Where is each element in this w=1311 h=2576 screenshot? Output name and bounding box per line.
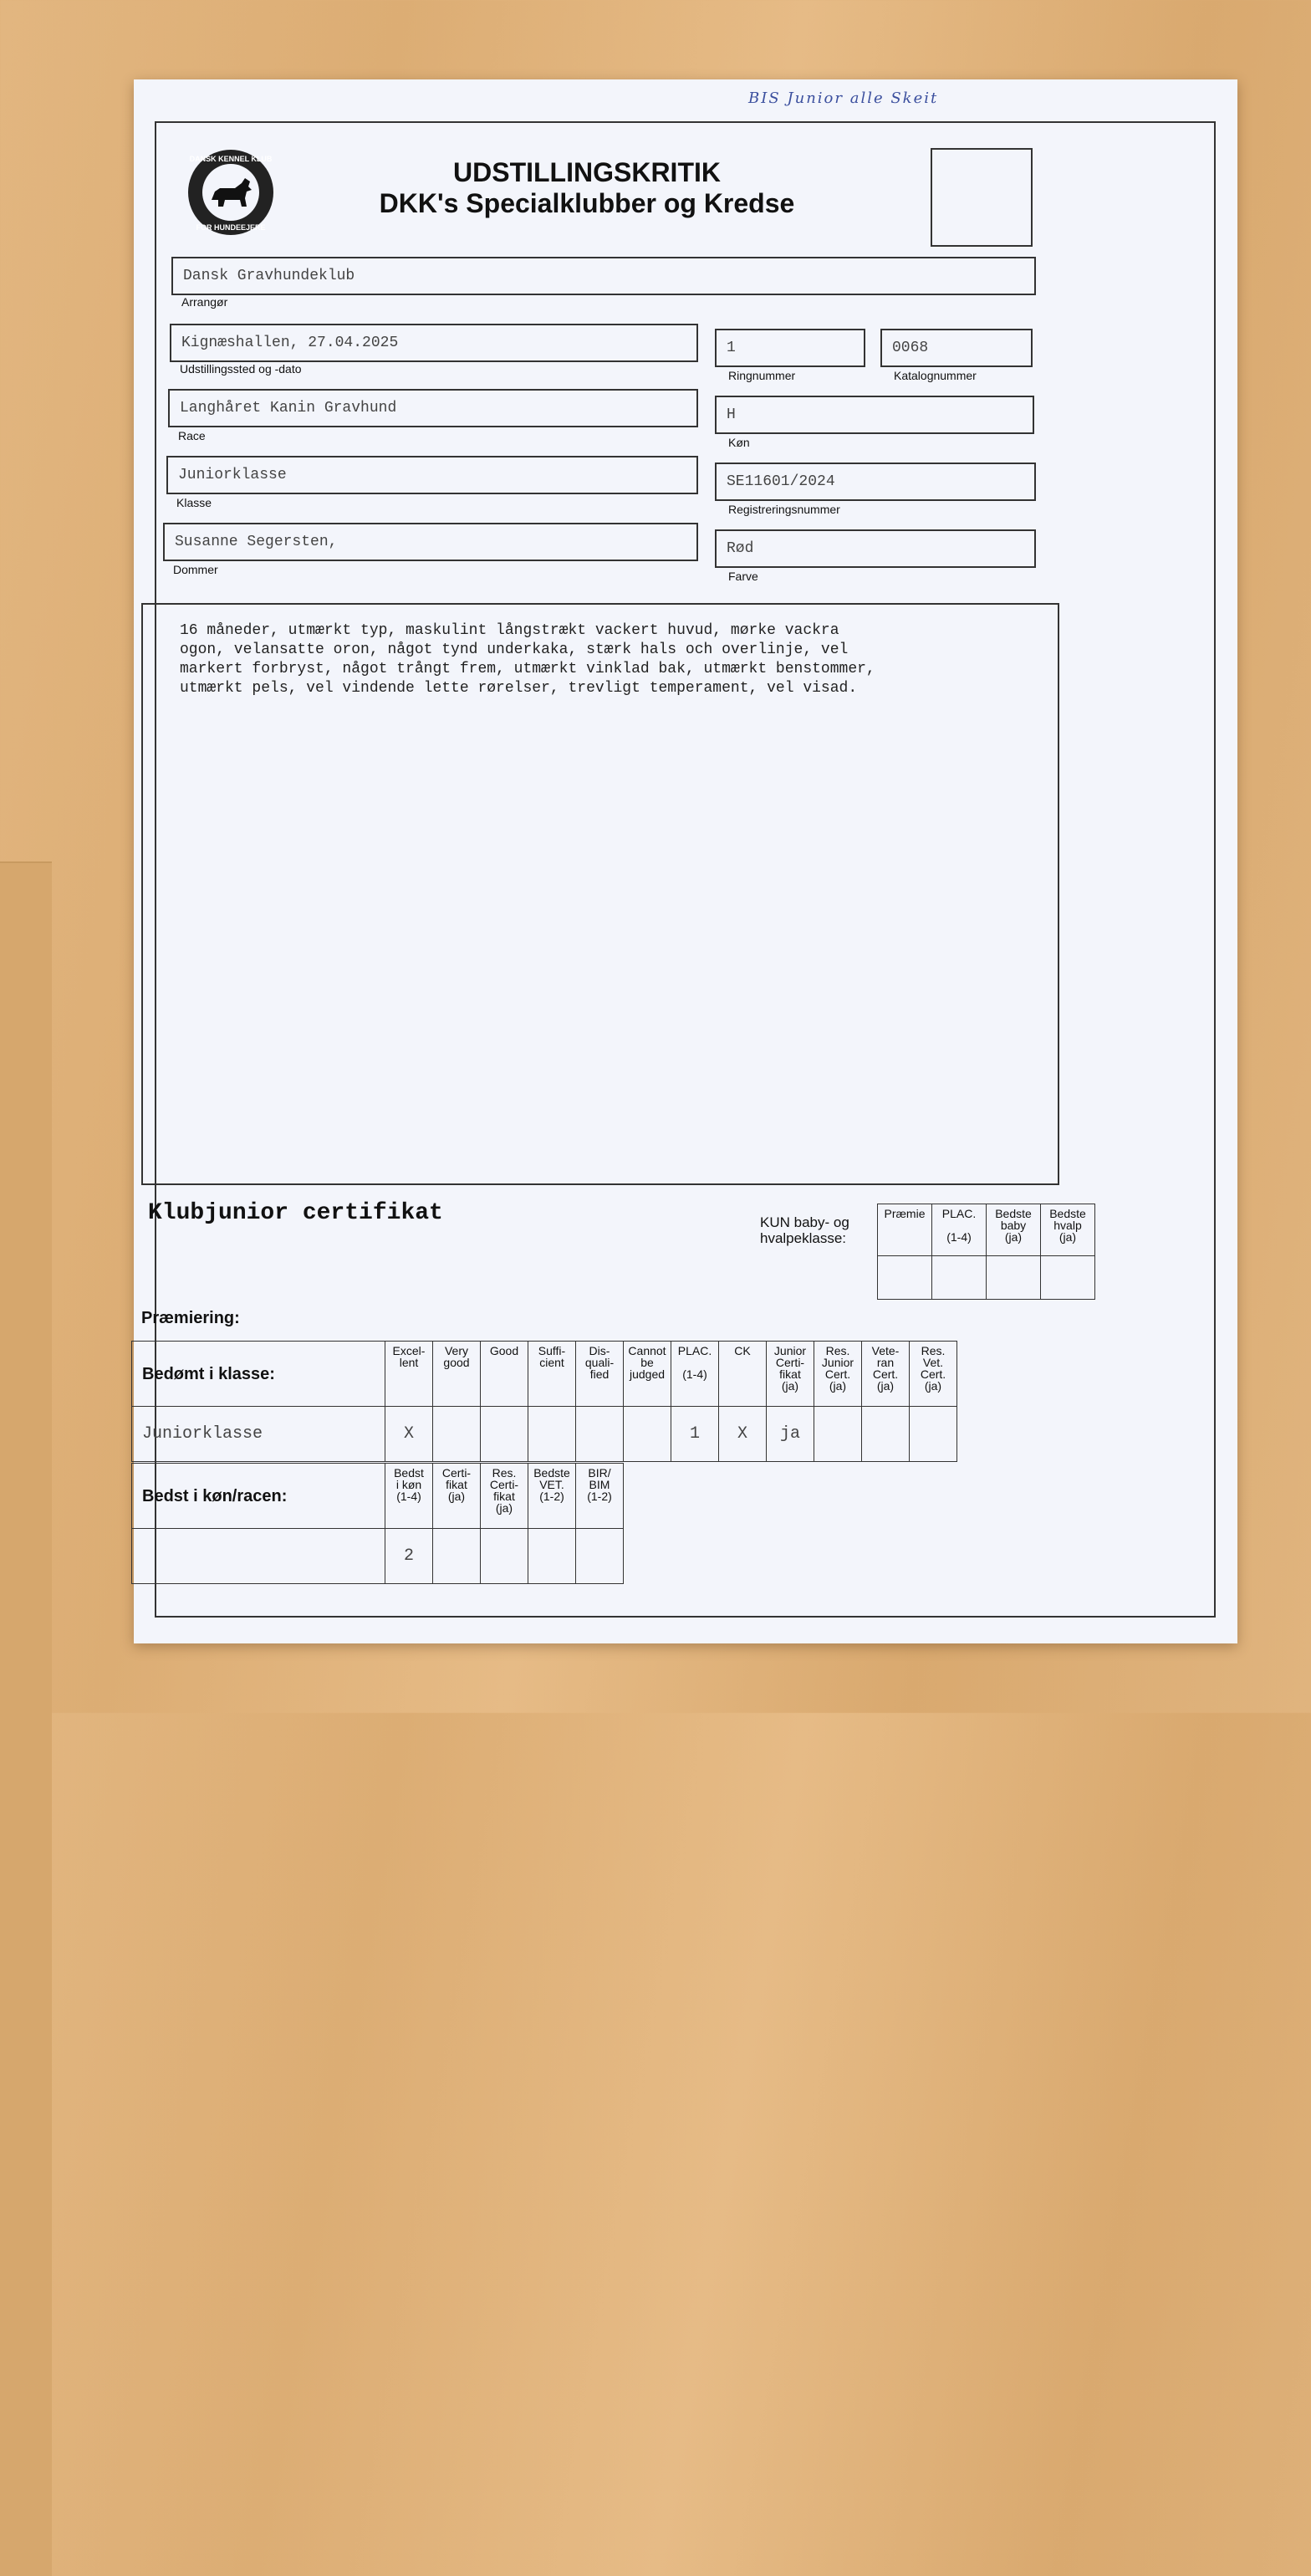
baby-cell[interactable] [987, 1256, 1041, 1300]
registration-label: Registreringsnummer [728, 503, 840, 516]
class-cell-placement[interactable]: 1 [671, 1407, 719, 1462]
judge-value: Susanne Segersten, [175, 534, 338, 550]
best-cell-res-certificate[interactable] [481, 1529, 528, 1584]
baby-class-label-line: hvalpeklasse: [760, 1230, 847, 1246]
baby-header: PLAC. (1-4) [932, 1204, 987, 1256]
best-cell-certificate[interactable] [433, 1529, 481, 1584]
svg-text:FOR HUNDEEJERE: FOR HUNDEEJERE [196, 223, 266, 232]
class-cell-good[interactable] [481, 1407, 528, 1462]
class-cell-cannot-be-judged[interactable] [624, 1407, 671, 1462]
document-sheet [134, 79, 1237, 1643]
best-row-name [132, 1529, 385, 1584]
class-cell-res-vet-cert[interactable] [910, 1407, 957, 1462]
critique-text [180, 621, 1024, 698]
arranger-field[interactable] [171, 257, 1036, 295]
class-header: CK [719, 1342, 767, 1407]
best-header: Certi- fikat (ja) [433, 1464, 481, 1529]
best-cell-bir-bim[interactable] [576, 1529, 624, 1584]
ring-field[interactable] [715, 329, 865, 367]
sex-value: H [727, 406, 736, 423]
judge-label: Dommer [173, 563, 218, 576]
best-cell-best-in-sex[interactable]: 2 [385, 1529, 433, 1584]
baby-class-label [760, 1214, 849, 1246]
registration-field[interactable] [715, 463, 1036, 501]
registration-value: SE11601/2024 [727, 473, 835, 490]
class-cell-very-good[interactable] [433, 1407, 481, 1462]
catalog-label: Katalognummer [894, 369, 977, 382]
sex-label: Køn [728, 436, 750, 449]
class-header: Junior Certi- fikat (ja) [767, 1342, 814, 1407]
title-line: UDSTILLINGSKRITIK [453, 157, 721, 187]
ring-label: Ringnummer [728, 369, 796, 382]
class-label: Klasse [176, 496, 212, 509]
class-header: Res. Vet. Cert. (ja) [910, 1342, 957, 1407]
arranger-label: Arrangør [181, 295, 228, 309]
color-value: Rød [727, 540, 754, 557]
race-label: Race [178, 429, 206, 442]
catalog-field[interactable] [880, 329, 1033, 367]
dkk-logo-icon [186, 148, 275, 237]
catalog-value: 0068 [892, 340, 929, 356]
certificate-text: Klubjunior certifikat [148, 1200, 443, 1226]
class-cell-ck[interactable]: X [719, 1407, 767, 1462]
baby-class-label-line: KUN baby- og [760, 1214, 849, 1230]
race-field[interactable] [168, 389, 698, 427]
sex-field[interactable] [715, 396, 1034, 434]
class-cell-excellent[interactable]: X [385, 1407, 433, 1462]
class-header: Good [481, 1342, 528, 1407]
class-header: Vete- ran Cert. (ja) [862, 1342, 910, 1407]
place-date-label: Udstillingssted og -dato [180, 362, 302, 376]
best-header: Bedst i køn (1-4) [385, 1464, 433, 1529]
race-value: Langhåret Kanin Gravhund [180, 400, 397, 417]
subtitle-line: DKK's Specialklubber og Kredse [379, 188, 795, 218]
best-header: BIR/ BIM (1-2) [576, 1464, 624, 1529]
class-header: Suffi- cient [528, 1342, 576, 1407]
baby-cell[interactable] [878, 1256, 932, 1300]
baby-cell[interactable] [1041, 1256, 1095, 1300]
class-cell-junior-cert[interactable]: ja [767, 1407, 814, 1462]
arranger-value: Dansk Gravhundeklub [183, 268, 355, 284]
best-header: Res. Certi- fikat (ja) [481, 1464, 528, 1529]
class-cell-disqualified[interactable] [576, 1407, 624, 1462]
best-cell-best-vet[interactable] [528, 1529, 576, 1584]
class-header: Excel- lent [385, 1342, 433, 1407]
critique-box[interactable] [141, 603, 1059, 1185]
critique-line: ogon, velansatte oron, något tynd underkaka, stærk hals och overlinje, vel [180, 641, 849, 658]
color-field[interactable] [715, 529, 1036, 568]
place-date-value: Kignæshallen, 27.04.2025 [181, 335, 399, 351]
class-cell-veteran-cert[interactable] [862, 1407, 910, 1462]
class-row-name: Juniorklasse [132, 1407, 385, 1462]
baby-header: Præmie [878, 1204, 932, 1256]
form-frame [141, 121, 1216, 1618]
svg-text:DANSK KENNEL KLUB: DANSK KENNEL KLUB [189, 155, 273, 163]
praemiering-title: Præmiering: [141, 1309, 240, 1327]
place-date-field[interactable] [170, 324, 698, 362]
class-header: Cannot be judged [624, 1342, 671, 1407]
baby-header: Bedste baby (ja) [987, 1204, 1041, 1256]
judge-field[interactable] [163, 523, 698, 561]
best-result-table [131, 1463, 624, 1584]
handwritten-note: BIS Junior alle Skeit [748, 89, 939, 107]
best-heading: Bedst i køn/racen: [132, 1464, 385, 1529]
class-cell-res-junior-cert[interactable] [814, 1407, 862, 1462]
class-header: Very good [433, 1342, 481, 1407]
critique-line: utmærkt pels, vel vindende lette rørelser, trevligt temperament, vel visad. [180, 680, 858, 697]
class-header: Res. Junior Cert. (ja) [814, 1342, 862, 1407]
form-title [370, 156, 804, 218]
color-label: Farve [728, 570, 758, 583]
baby-cell[interactable] [932, 1256, 987, 1300]
critique-line: markert forbryst, något trångt frem, utmærkt vinklad bak, utmærkt benstommer, [180, 661, 875, 677]
class-cell-sufficient[interactable] [528, 1407, 576, 1462]
class-value: Juniorklasse [178, 467, 287, 483]
baby-table [877, 1204, 1095, 1300]
class-heading: Bedømt i klasse: [132, 1342, 385, 1407]
photo-box [931, 148, 1033, 247]
class-field[interactable] [166, 456, 698, 494]
class-header: Dis- quali- fied [576, 1342, 624, 1407]
class-header: PLAC. (1-4) [671, 1342, 719, 1407]
best-header: Bedste VET. (1-2) [528, 1464, 576, 1529]
ring-value: 1 [727, 340, 736, 356]
critique-line: 16 måneder, utmærkt typ, maskulint långstrækt vackert huvud, mørke vackra [180, 622, 839, 639]
baby-header: Bedste hvalp (ja) [1041, 1204, 1095, 1256]
class-result-table [131, 1341, 957, 1462]
floor-plank [0, 861, 52, 2576]
